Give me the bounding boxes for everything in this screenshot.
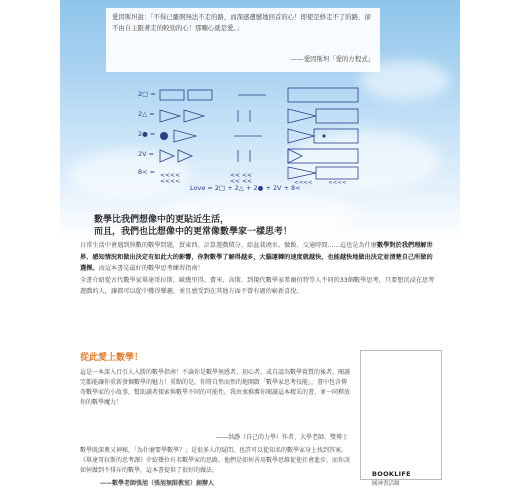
endorsement-text-2: 數學既深奧又神秘，「為什麼要學數學？」是很多人的疑問，也許可以從知名的數學家身上找到答案。《畢達哥拉斯的思考課》介紹幾位有名數學家的思路，他們是如何善用數學思維促使社會進步，而你該如何做到不排斥的數學，這本書提供了很好的做法。 [80,447,351,474]
endorsements [80,362,352,486]
endorsement-text-1: 這是一本深入且引人入勝的數學指南！不論你是數學無感者、初心者，或自認為數學資質的後者，閱讀完都能讓你重新發掘數學的魅力！重點的是，你將自然而然的地開啟「數學家思考技能」，書中包含傳奇數學家的小故事，幫助讀者探索與數學不同的可能性。我由衷推薦你閱讀這本精采的書，並一同釋放你的數學魔力！ [80,369,351,406]
equation-shapes [138,146,398,166]
equation-row [138,146,398,166]
body-p2: 全書介紹從古代數學家畢達哥拉斯、歐幾里得、費米、高斯，到現代數學家希爾伯特等人不同的33個數學思考，只要想沉浸在思考遊戲的人，讓都可以從中獲得樂趣，並且感受到在其他方面不曾有過的嶄新喜悅。 [80,276,435,295]
svg-text:<<<<: <<<< [328,180,347,184]
body-p1-end: 而這本書是最好的數學思考練習指南！ [98,265,204,272]
svg-text:<<<<: <<<< [160,172,181,179]
endorser-2: ——數學老師張旭（張旭無限教室）創辦人 [100,480,215,487]
equation-label: 2△ = [138,110,155,118]
svg-text:<<<<: <<<< [294,180,313,184]
equation-shapes [138,164,398,184]
publisher-logo: BOOKLIFE [372,470,411,478]
equation-label: 2V = [138,150,155,158]
section-title: 從此愛上數學！ [80,353,144,363]
love-equation: Love = 2□ + 2△ + 2● + 2V + 8< [190,184,301,192]
headline-line2: 而且，我們也比想像中的更常像數學家一樣思考！ [94,227,293,237]
equation-shapes [138,126,398,146]
equation-row [138,164,398,184]
book-page [60,0,460,500]
body-p1-highlight: 數學對於我們理解世界、感知情況和做出決定有如此大的影響，你對數學了解得越多，大腦運轉的速度就越快，也能越快地做出決定並清楚自己所做的選擇。 [80,242,433,272]
svg-text:<< <<: << << [230,178,253,184]
body-p1-start: 日常生活中會遇到無數的數學問題，買東西、計算遊戲積分、給盆栽澆水、做飯、交通時間……這也是為什麼 [80,242,377,249]
equation-shapes [138,106,398,126]
empty-frame [360,350,442,480]
equation-row [138,106,398,126]
body-paragraph [80,240,436,298]
equation-label: 2□ = [138,90,156,98]
quote-attribution: ——愛因斯坦「愛的方程式」 [290,55,374,63]
endorser-1: ——洪瀞（自己的力學）作者、大學老師、雙博士 [215,434,348,441]
equation-shapes [138,86,398,106]
publisher-subtitle: 圓神書活網 [372,481,400,487]
equation-label: 8< = [138,168,156,176]
svg-text:<< <<: << << [230,172,253,179]
quote-card [106,8,380,72]
svg-text:<<<<: <<<< [160,178,181,184]
quote-text: 愛因斯坦說：「不得已離開無法不走的路，而深感遺憾地回首的心！即使是修走不了的路，卻不由自主跟著走的較勁的心！那顆心就是愛。」 [112,13,371,32]
equation-row [138,86,398,106]
headline-line1: 數學比我們想像中的更貼近生活， [94,215,230,225]
equation-label: 2● = [138,130,156,138]
equation-row [138,126,398,146]
